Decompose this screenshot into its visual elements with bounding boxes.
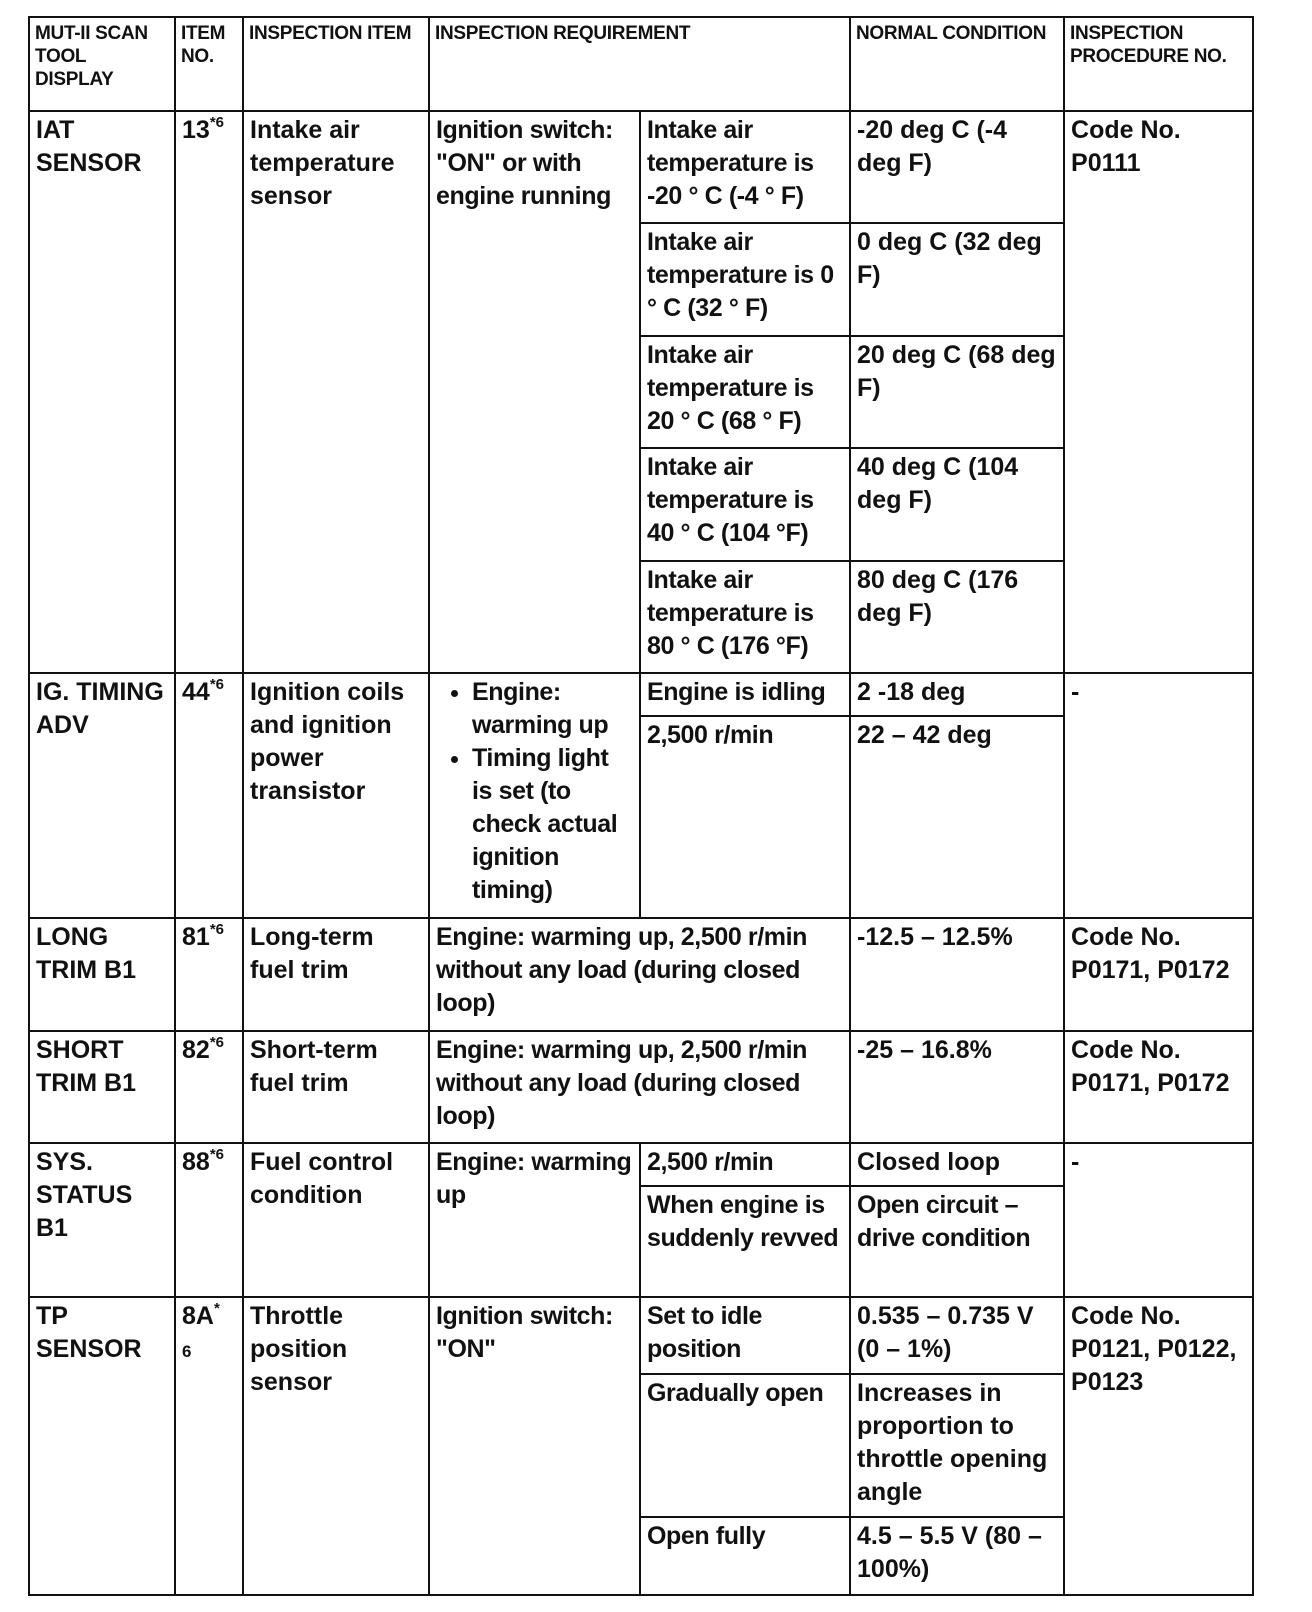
normal-cell: -20 deg C (-4 deg F): [850, 111, 1064, 223]
item-no-cell: [175, 918, 243, 1030]
normal-cell: 40 deg C (104 deg F): [850, 448, 1064, 560]
condition-cell: Open fully: [640, 1517, 850, 1595]
normal-cell: Closed loop: [850, 1143, 1064, 1186]
item-no-cell: [175, 1297, 243, 1595]
header-procedure-no: INSPECTION PROCEDURE NO.: [1064, 17, 1253, 111]
condition-cell: Intake air temperature is 20 ° C (68 ° F): [640, 336, 850, 448]
procedure-cell: Code No. P0121, P0122, P0123: [1064, 1297, 1253, 1595]
table-row: [29, 1031, 1253, 1143]
procedure-cell: -: [1064, 1143, 1253, 1296]
item-no-cell: [175, 1143, 243, 1296]
normal-cell: Open circuit – drive condition: [850, 1186, 1064, 1296]
display-cell: LONG TRIM B1: [29, 918, 175, 1030]
normal-cell: 22 – 42 deg: [850, 716, 1064, 918]
condition-cell: 2,500 r/min: [640, 1143, 850, 1186]
condition-cell: Intake air temperature is 40 ° C (104 °F): [640, 448, 850, 560]
normal-cell: 0 deg C (32 deg F): [850, 223, 1064, 335]
procedure-cell: Code No. P0171, P0172: [1064, 918, 1253, 1030]
display-cell: SYS. STATUS B1: [29, 1143, 175, 1296]
item-no-footnote: *: [213, 1299, 220, 1317]
item-no-footnote: *6: [209, 921, 224, 939]
display-cell: IG. TIMING ADV: [29, 673, 175, 918]
normal-cell: -12.5 – 12.5%: [850, 918, 1064, 1030]
display-cell: SHORT TRIM B1: [29, 1031, 175, 1143]
requirement-cell: Engine: warming up, 2,500 r/min without any load (during closed loop): [429, 918, 850, 1030]
item-no-cell: [175, 673, 243, 918]
item-no: 88: [182, 1148, 210, 1177]
table-row: [29, 673, 1253, 716]
item-no-footnote: *6: [209, 676, 224, 694]
condition-cell: When engine is suddenly revved: [640, 1186, 850, 1296]
normal-cell: 0.535 – 0.735 V (0 – 1%): [850, 1297, 1064, 1375]
table-row: [29, 918, 1253, 1030]
inspection-item-cell: Long-term fuel trim: [243, 918, 429, 1030]
header-item-no: ITEM NO.: [175, 17, 243, 111]
requirement-bullet: • Engine: warming up: [472, 676, 634, 742]
condition-cell: Set to idle position: [640, 1297, 850, 1375]
item-no: 8A: [182, 1301, 214, 1330]
display-cell: TP SENSOR: [29, 1297, 175, 1595]
requirement-bullet: • Timing light is set (to check actual ignition timing): [472, 742, 634, 907]
table-row: [29, 1143, 1253, 1186]
condition-cell: 2,500 r/min: [640, 716, 850, 918]
inspection-spec-table: [28, 16, 1254, 1596]
item-no-cell: [175, 111, 243, 673]
requirement-cell: [429, 673, 640, 918]
condition-cell: Intake air temperature is 80 ° C (176 °F): [640, 561, 850, 673]
condition-cell: Engine is idling: [640, 673, 850, 716]
item-no-footnote: *6: [209, 114, 224, 132]
table-row: [29, 1297, 1253, 1375]
requirement-cell: Ignition switch: "ON" or with engine running: [429, 111, 640, 673]
normal-cell: 4.5 – 5.5 V (80 – 100%): [850, 1517, 1064, 1595]
header-row: [29, 17, 1253, 111]
item-no-footnote: *6: [209, 1033, 224, 1051]
header-normal-condition: NORMAL CONDITION: [850, 17, 1064, 111]
normal-cell: 2 -18 deg: [850, 673, 1064, 716]
item-no-footnote: *6: [209, 1146, 224, 1164]
procedure-cell: Code No. P0171, P0172: [1064, 1031, 1253, 1143]
header-inspection-item: INSPECTION ITEM: [243, 17, 429, 111]
condition-cell: Gradually open: [640, 1374, 850, 1517]
inspection-item-cell: Intake air temperature sensor: [243, 111, 429, 673]
display-cell: IAT SENSOR: [29, 111, 175, 673]
condition-cell: Intake air temperature is 0 ° C (32 ° F): [640, 223, 850, 335]
requirement-cell: Ignition switch: "ON": [429, 1297, 640, 1595]
requirement-cell: Engine: warming up: [429, 1143, 640, 1296]
item-no-footnote-number: 6: [182, 1341, 192, 1361]
item-no: 44: [182, 678, 210, 707]
condition-cell: Intake air temperature is -20 ° C (-4 ° F): [640, 111, 850, 223]
normal-cell: 20 deg C (68 deg F): [850, 336, 1064, 448]
table-row: [29, 111, 1253, 223]
normal-cell: -25 – 16.8%: [850, 1031, 1064, 1143]
requirement-cell: Engine: warming up, 2,500 r/min without any load (during closed loop): [429, 1031, 850, 1143]
header-display: MUT-II SCAN TOOL DISPLAY: [29, 17, 175, 111]
normal-cell: Increases in proportion to throttle opening angle: [850, 1374, 1064, 1517]
procedure-cell: Code No. P0111: [1064, 111, 1253, 673]
item-no: 82: [182, 1035, 210, 1064]
inspection-item-cell: Short-term fuel trim: [243, 1031, 429, 1143]
inspection-item-cell: Throttle position sensor: [243, 1297, 429, 1595]
procedure-cell: -: [1064, 673, 1253, 918]
item-no: 81: [182, 923, 210, 952]
normal-cell: 80 deg C (176 deg F): [850, 561, 1064, 673]
requirement-bullet-list: [436, 676, 634, 907]
item-no-cell: [175, 1031, 243, 1143]
header-inspection-requirement: INSPECTION REQUIREMENT: [429, 17, 850, 111]
inspection-item-cell: Ignition coils and ignition power transistor: [243, 673, 429, 918]
item-no: 13: [182, 116, 210, 145]
inspection-item-cell: Fuel control condition: [243, 1143, 429, 1296]
